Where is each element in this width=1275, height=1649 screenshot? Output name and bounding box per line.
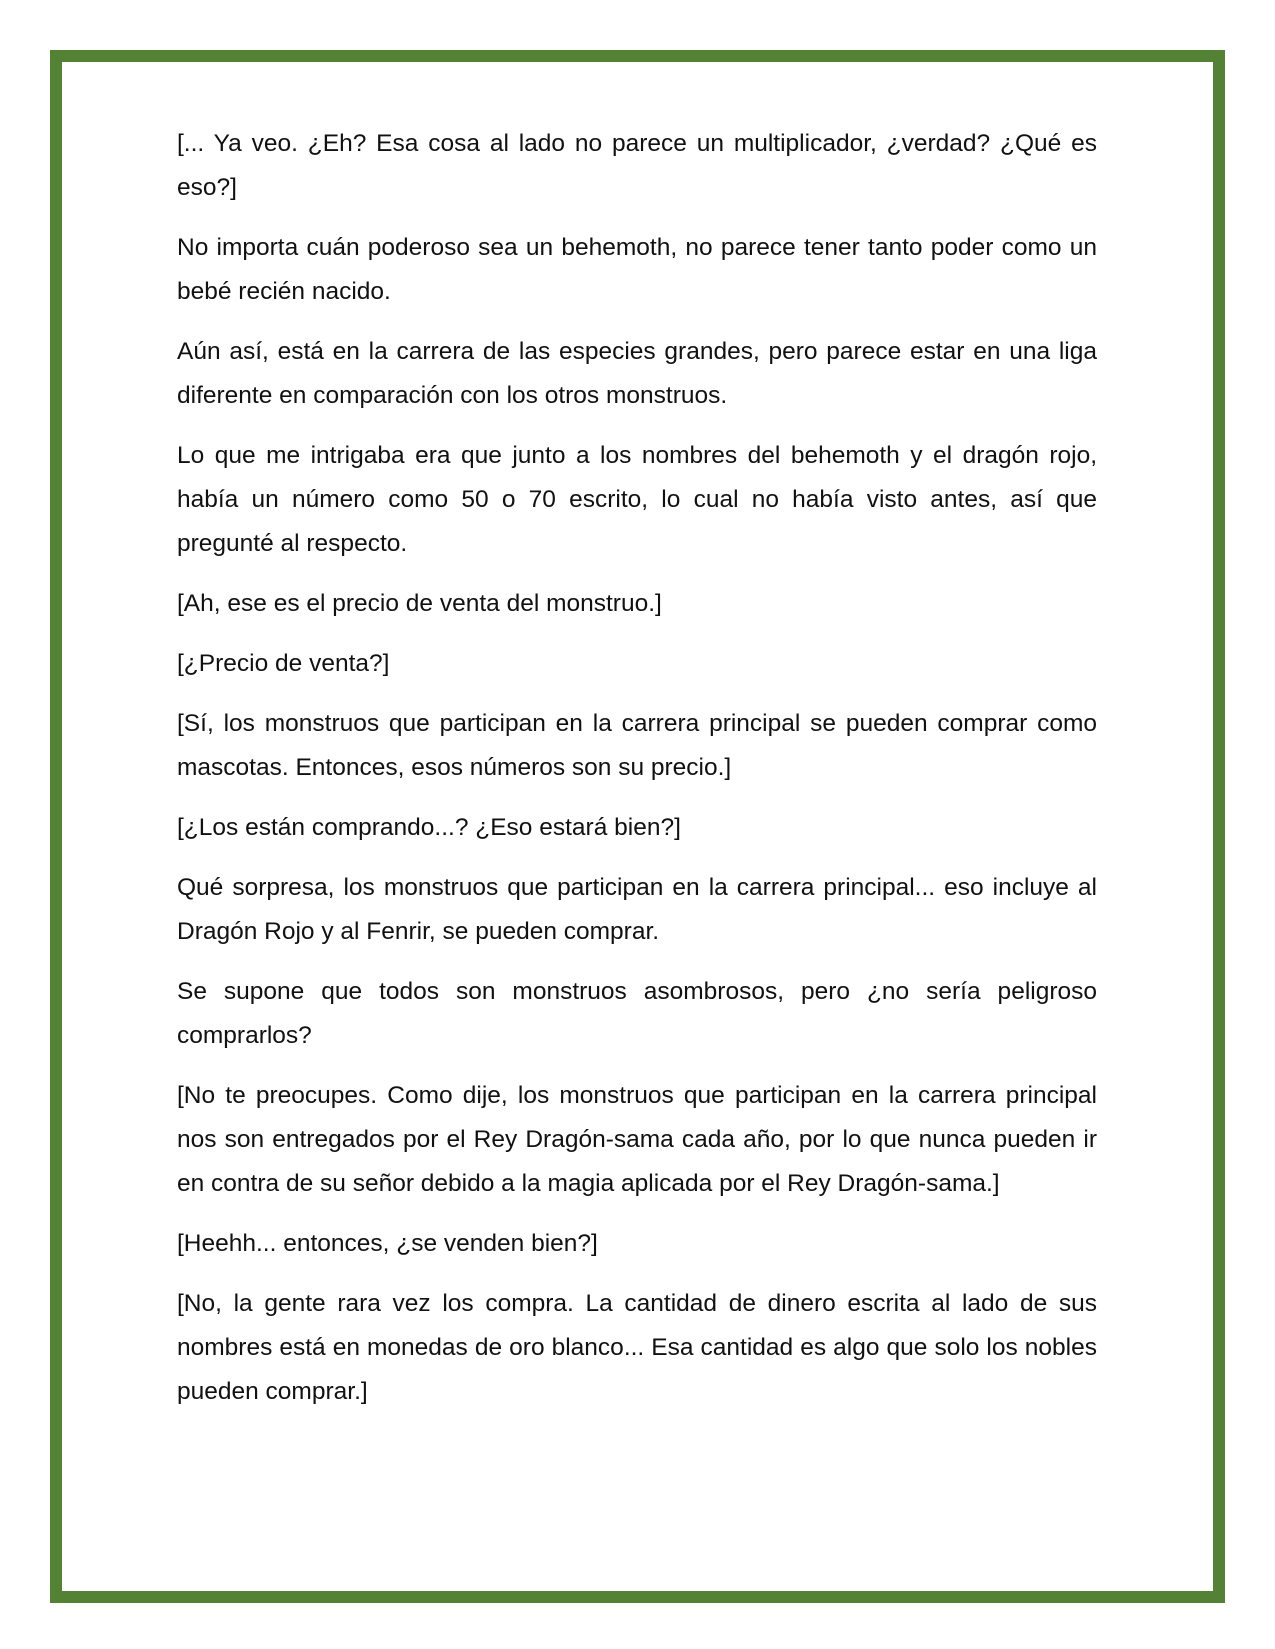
paragraph: No importa cuán poderoso sea un behemoth, no parece tener tanto poder como un bebé recién nacido. [177, 234, 1097, 305]
paragraph: [No, la gente rara vez los compra. La cantidad de dinero escrita al lado de sus nombres está en monedas de oro blanco... Esa cantidad es algo que solo los nobles pueden comprar.] [177, 1290, 1097, 1405]
document-body [177, 122, 1097, 1430]
paragraph: [... Ya veo. ¿Eh? Esa cosa al lado no parece un multiplicador, ¿verdad? ¿Qué es eso?] [177, 130, 1097, 201]
paragraph: [Heehh... entonces, ¿se venden bien?] [177, 1230, 598, 1257]
paragraph: [No te preocupes. Como dije, los monstruos que participan en la carrera principal nos son entregados por el Rey Dragón-sama cada año, por lo que nunca pueden ir en contra de su señor debido a la magia aplicada por el Rey Dragón-sama.] [177, 1082, 1097, 1197]
paragraph: [Sí, los monstruos que participan en la carrera principal se pueden comprar como mascotas. Entonces, esos números son su precio.] [177, 710, 1097, 781]
paragraph: Qué sorpresa, los monstruos que participan en la carrera principal... eso incluye al Dragón Rojo y al Fenrir, se pueden comprar. [177, 874, 1097, 945]
paragraph: Aún así, está en la carrera de las especies grandes, pero parece estar en una liga diferente en comparación con los otros monstruos. [177, 338, 1097, 409]
paragraph: [¿Precio de venta?] [177, 650, 390, 677]
paragraph: [¿Los están comprando...? ¿Eso estará bien?] [177, 814, 681, 841]
paragraph: Lo que me intrigaba era que junto a los nombres del behemoth y el dragón rojo, había un número como 50 o 70 escrito, lo cual no había visto antes, así que pregunté al respecto. [177, 442, 1097, 557]
paragraph: [Ah, ese es el precio de venta del monstruo.] [177, 590, 662, 617]
paragraph: Se supone que todos son monstruos asombrosos, pero ¿no sería peligroso comprarlos? [177, 978, 1097, 1049]
